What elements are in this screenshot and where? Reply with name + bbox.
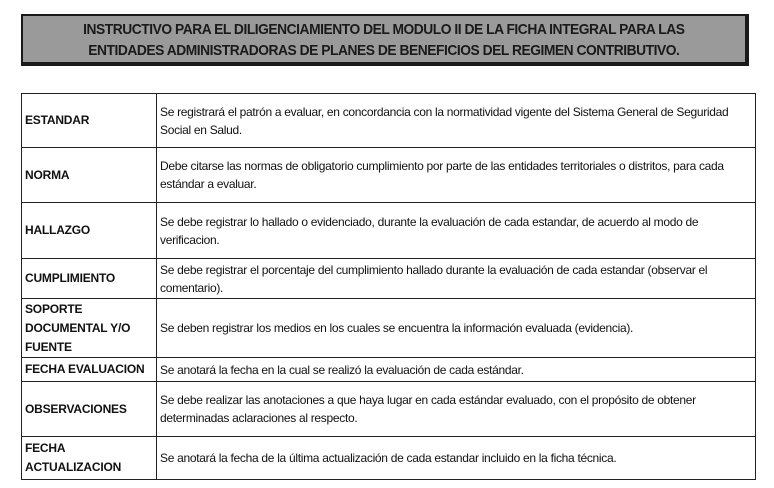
table-row xyxy=(22,358,756,382)
document-title: INSTRUCTIVO PARA EL DILIGENCIAMIENTO DEL MODULO II DE LA FICHA INTEGRAL PARA LAS ENTIDADES ADMINISTRADORAS DE PLANES DE BENEFICIOS DEL REGIMEN CONTRIBUTIVO. xyxy=(83,20,685,59)
row-description: Se debe registrar el porcentaje del cumplimiento hallado durante la evaluación de cada estandar (observar el comentario). xyxy=(157,259,756,299)
table-row xyxy=(22,94,756,148)
instructions-table xyxy=(21,93,756,480)
table-row xyxy=(22,382,756,437)
row-description: Se debe registrar lo hallado o evidenciado, durante la evaluación de cada estandar, de acuerdo al modo de verificacion. xyxy=(157,203,756,259)
row-description: Debe citarse las normas de obligatorio cumplimiento por parte de las entidades territoriales o distritos, para cada estándar a evaluar. xyxy=(157,148,756,203)
row-term: SOPORTE DOCUMENTAL Y/O FUENTE xyxy=(22,299,157,358)
table-row xyxy=(22,437,756,480)
row-term: FECHA EVALUACION xyxy=(22,358,157,382)
row-description: Se debe realizar las anotaciones a que haya lugar en cada estándar evaluado, con el propósito de obtener determinadas aclaraciones al respecto. xyxy=(157,382,756,437)
row-description: Se deben registrar los medios en los cuales se encuentra la información evaluada (evidencia). xyxy=(157,299,756,358)
row-term: NORMA xyxy=(22,148,157,203)
table-row xyxy=(22,148,756,203)
table-row xyxy=(22,259,756,299)
document-title-box xyxy=(21,14,749,66)
table-row xyxy=(22,203,756,259)
table-row xyxy=(22,299,756,358)
row-term: OBSERVACIONES xyxy=(22,382,157,437)
row-description: Se anotará la fecha de la última actualización de cada estandar incluido en la ficha técnica. xyxy=(157,437,756,480)
row-term: CUMPLIMIENTO xyxy=(22,259,157,299)
row-description: Se anotará la fecha en la cual se realizó la evaluación de cada estándar. xyxy=(157,358,756,382)
row-term: FECHA ACTUALIZACION xyxy=(22,437,157,480)
row-term: HALLAZGO xyxy=(22,203,157,259)
row-term: ESTANDAR xyxy=(22,94,157,148)
row-description: Se registrará el patrón a evaluar, en concordancia con la normatividad vigente del Sistema General de Seguridad Social en Salud. xyxy=(157,94,756,148)
